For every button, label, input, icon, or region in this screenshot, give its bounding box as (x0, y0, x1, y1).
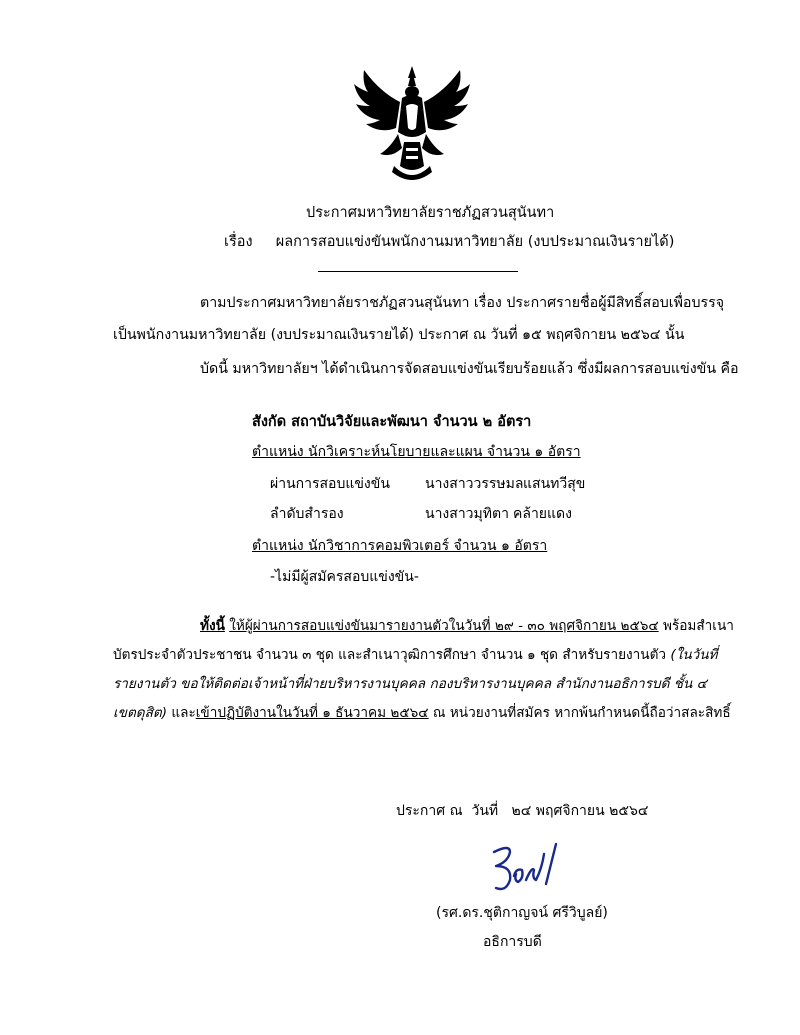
unit-title: สังกัด สถาบันวิจัยและพัฒนา จำนวน ๒ อัตรา (252, 414, 532, 430)
and-text: และ (167, 705, 196, 721)
intro-line-3: บัดนี้ มหาวิทยาลัยฯ ได้ดำเนินการจัดสอบแข่งขันเรียบร้อยแล้ว ซึ่งมีผลการสอบแข่งขัน คือ (200, 361, 739, 377)
contact-note-end: เขตดุสิต) (113, 705, 168, 721)
instructions-lead: ทั้งนี้ (200, 618, 225, 634)
subject-text: ผลการสอบแข่งขันพนักงานมหาวิทยาลัย (งบประมาณเงินรายได้) (275, 234, 675, 250)
report-dates: ให้ผู้ผ่านการสอบแข่งขันมารายงานตัวในวันที่ ๒๙ - ๓๐ พฤศจิกายน ๒๕๖๔ (229, 618, 659, 634)
position-2-note: -ไม่มีผู้สมัครสอบแข่งขัน- (270, 569, 419, 585)
instructions-line-2 (113, 643, 718, 665)
announcement-date: ประกาศ ณ วันที่ ๒๔ พฤศจิกายน ๒๕๖๔ (396, 803, 649, 819)
announcement-title: ประกาศมหาวิทยาลัยราชภัฏสวนสุนันทา (306, 205, 555, 221)
signer-position: อธิการบดี (483, 934, 542, 950)
intro-line-1: ตามประกาศมหาวิทยาลัยราชภัฏสวนสุนันทา เรื่อง ประกาศรายชื่อผู้มีสิทธิ์สอบเพื่อบรรจุ (200, 295, 725, 311)
required-documents: บัตรประจำตัวประชาชน จำนวน ๓ ชุด และสำเนาวุฒิการศึกษา จำนวน ๑ ชุด สำหรับรายงานตัว (113, 647, 667, 663)
garuda-emblem (350, 62, 474, 186)
subject-label: เรื่อง (224, 234, 253, 250)
result-1-first-name: นางสาววรรษมล (425, 476, 524, 492)
signer-name: (รศ.ดร.ชุติกาญจน์ ศรีวิบูลย์) (436, 905, 608, 921)
result-2-status: ลำดับสำรอง (270, 506, 344, 522)
subject-line (224, 230, 674, 253)
result-1-last-name: แสนทวีสุข (523, 476, 586, 492)
result-2-last-name: คล้ายแดง (513, 506, 572, 522)
position-2-title: ตำแหน่ง นักวิชาการคอมพิวเตอร์ จำนวน ๑ อัตรา (252, 538, 548, 554)
result-2-first-name: นางสาวมุทิตา (425, 506, 509, 522)
position-1-title: ตำแหน่ง นักวิเคราะห์นโยบายและแผน จำนวน ๑ อัตรา (252, 444, 581, 460)
instructions-line-4 (113, 701, 731, 723)
forfeit-note: ณ หน่วยงานที่สมัคร หากพ้นกำหนดนี้ถือว่าสละสิทธิ์ (428, 705, 731, 721)
signature (488, 840, 560, 896)
instructions-line-1 (200, 614, 734, 636)
result-1-status: ผ่านการสอบแข่งขัน (270, 476, 390, 492)
start-work-date: เข้าปฏิบัติงานในวันที่ ๑ ธันวาคม ๒๕๖๔ (195, 705, 429, 721)
contact-note: รายงานตัว ขอให้ติดต่อเจ้าหน้าที่ฝ่ายบริหารงานบุคคล กองบริหารงานบุคคล สำนักงานอธิการบดี ชั้น ๔ (113, 676, 707, 692)
header-divider (318, 271, 518, 272)
intro-line-2: เป็นพนักงานมหาวิทยาลัย (งบประมาณเงินรายได้) ประกาศ ณ วันที่ ๑๕ พฤศจิกายน ๒๕๖๔ นั้น (113, 327, 685, 343)
contact-note-start: (ในวันที่ (670, 647, 718, 663)
instructions-copy: พร้อมสำเนา (662, 618, 734, 634)
